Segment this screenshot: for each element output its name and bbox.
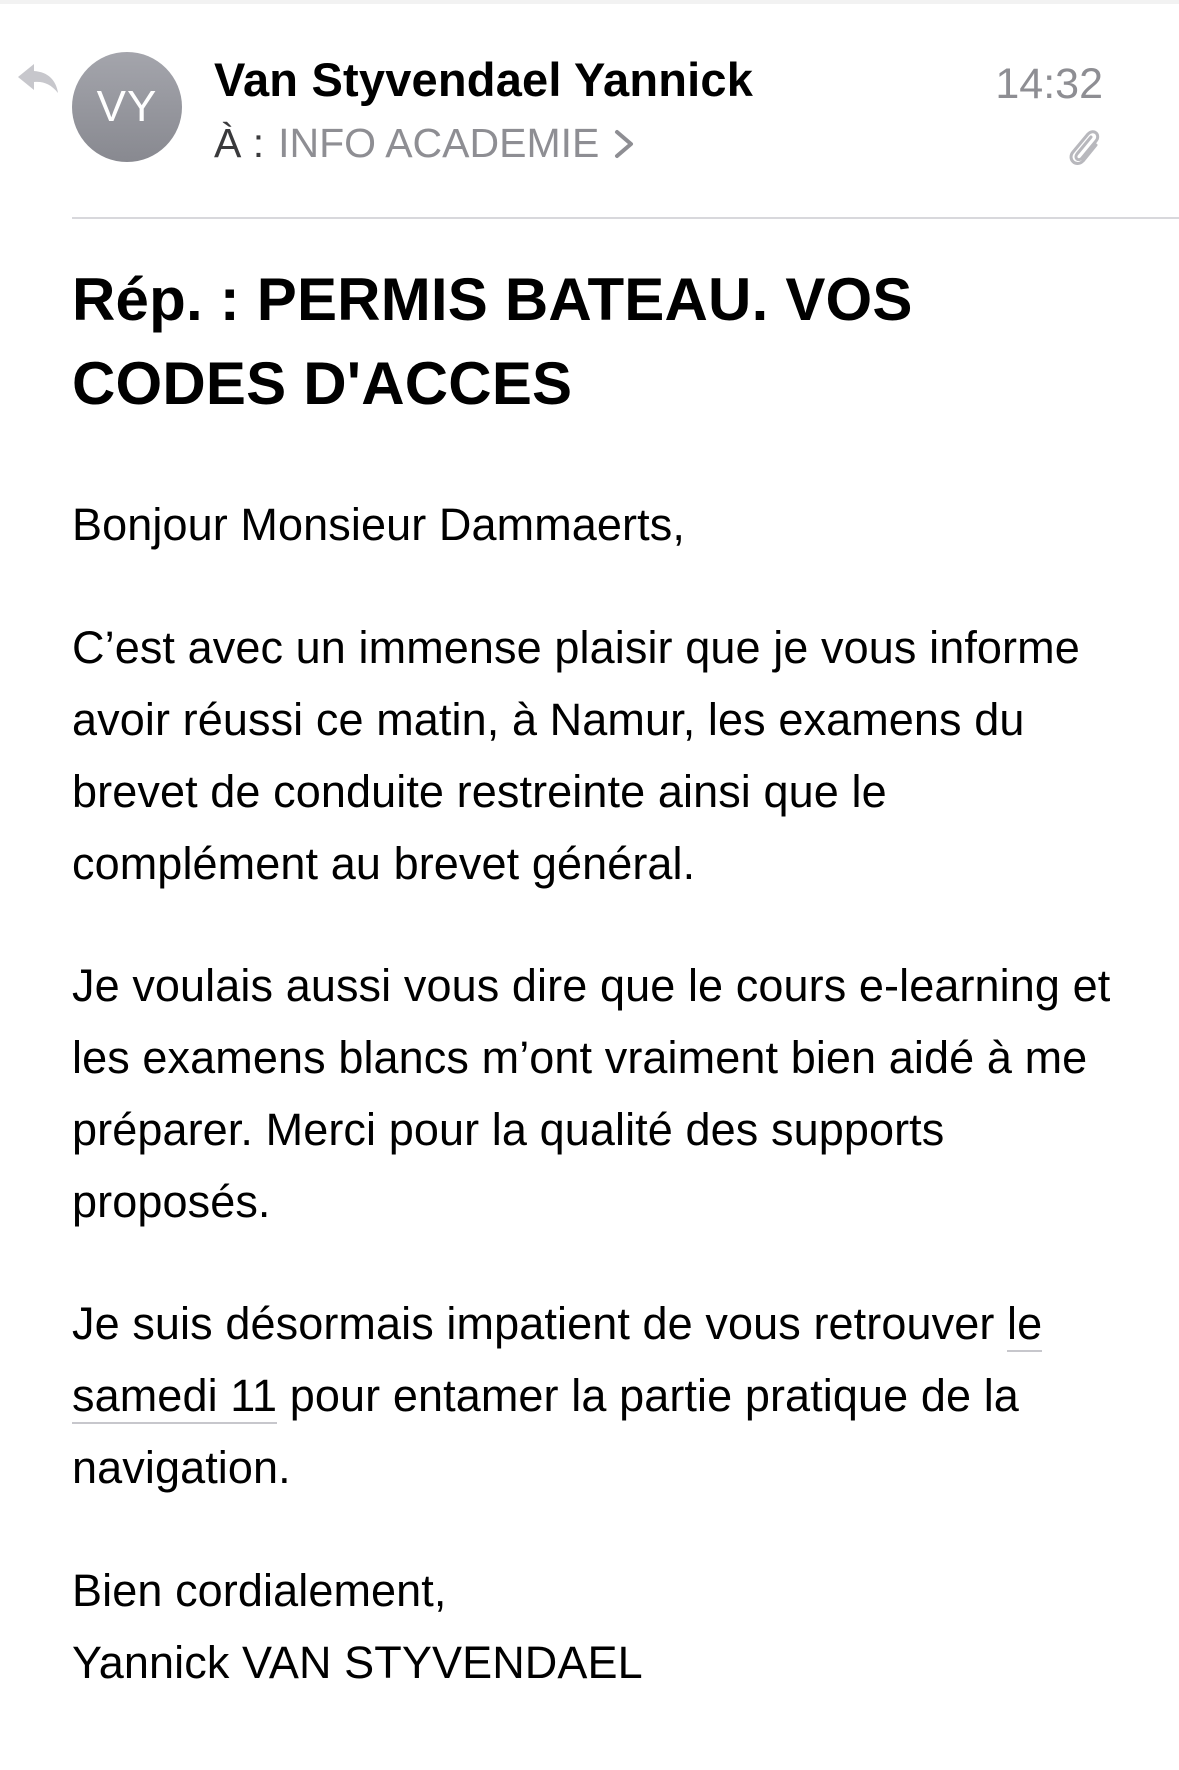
recipient-label: À :: [214, 120, 265, 166]
paragraph-3-end: pour entamer la partie pratique de la navigation.: [72, 1370, 1019, 1493]
avatar[interactable]: [72, 52, 182, 162]
paperclip-icon[interactable]: [1064, 124, 1104, 170]
message-time: 14:32: [995, 60, 1103, 108]
message-closing: Bien cordialement,: [72, 1565, 447, 1616]
top-edge: [0, 0, 1179, 4]
recipient-row[interactable]: [214, 120, 645, 167]
message-paragraph-3: [72, 1288, 1122, 1504]
date-link[interactable]: le samedi 11: [72, 1298, 1042, 1424]
avatar-initials: VY: [96, 82, 158, 131]
message-signature: Yannick VAN STYVENDAEL: [72, 1637, 643, 1688]
sender-name[interactable]: Van Styvendael Yannick: [214, 53, 754, 106]
message-paragraph-2: Je voulais aussi vous dire que le cours e-learning et les examens blancs m’ont vraiment bien aidé à me préparer. Merci pour la qualité des supports proposés.: [72, 960, 1111, 1227]
message-signoff: [72, 1555, 1122, 1699]
recipient-name[interactable]: INFO ACADEMIE: [278, 120, 600, 166]
reply-icon[interactable]: [16, 62, 60, 96]
header-divider: [72, 217, 1179, 219]
message-paragraph-1: C’est avec un immense plaisir que je vous informe avoir réussi ce matin, à Namur, les examens du brevet de conduite restreinte ainsi que le complément au brevet général.: [72, 622, 1080, 889]
chevron-right-icon[interactable]: [605, 126, 645, 162]
message-subject: Rép. : PERMIS BATEAU. VOS CODES D'ACCES: [72, 266, 913, 417]
paragraph-3-start: Je suis désormais impatient de vous retrouver: [72, 1298, 1008, 1349]
message-greeting: Bonjour Monsieur Dammaerts,: [72, 499, 685, 550]
